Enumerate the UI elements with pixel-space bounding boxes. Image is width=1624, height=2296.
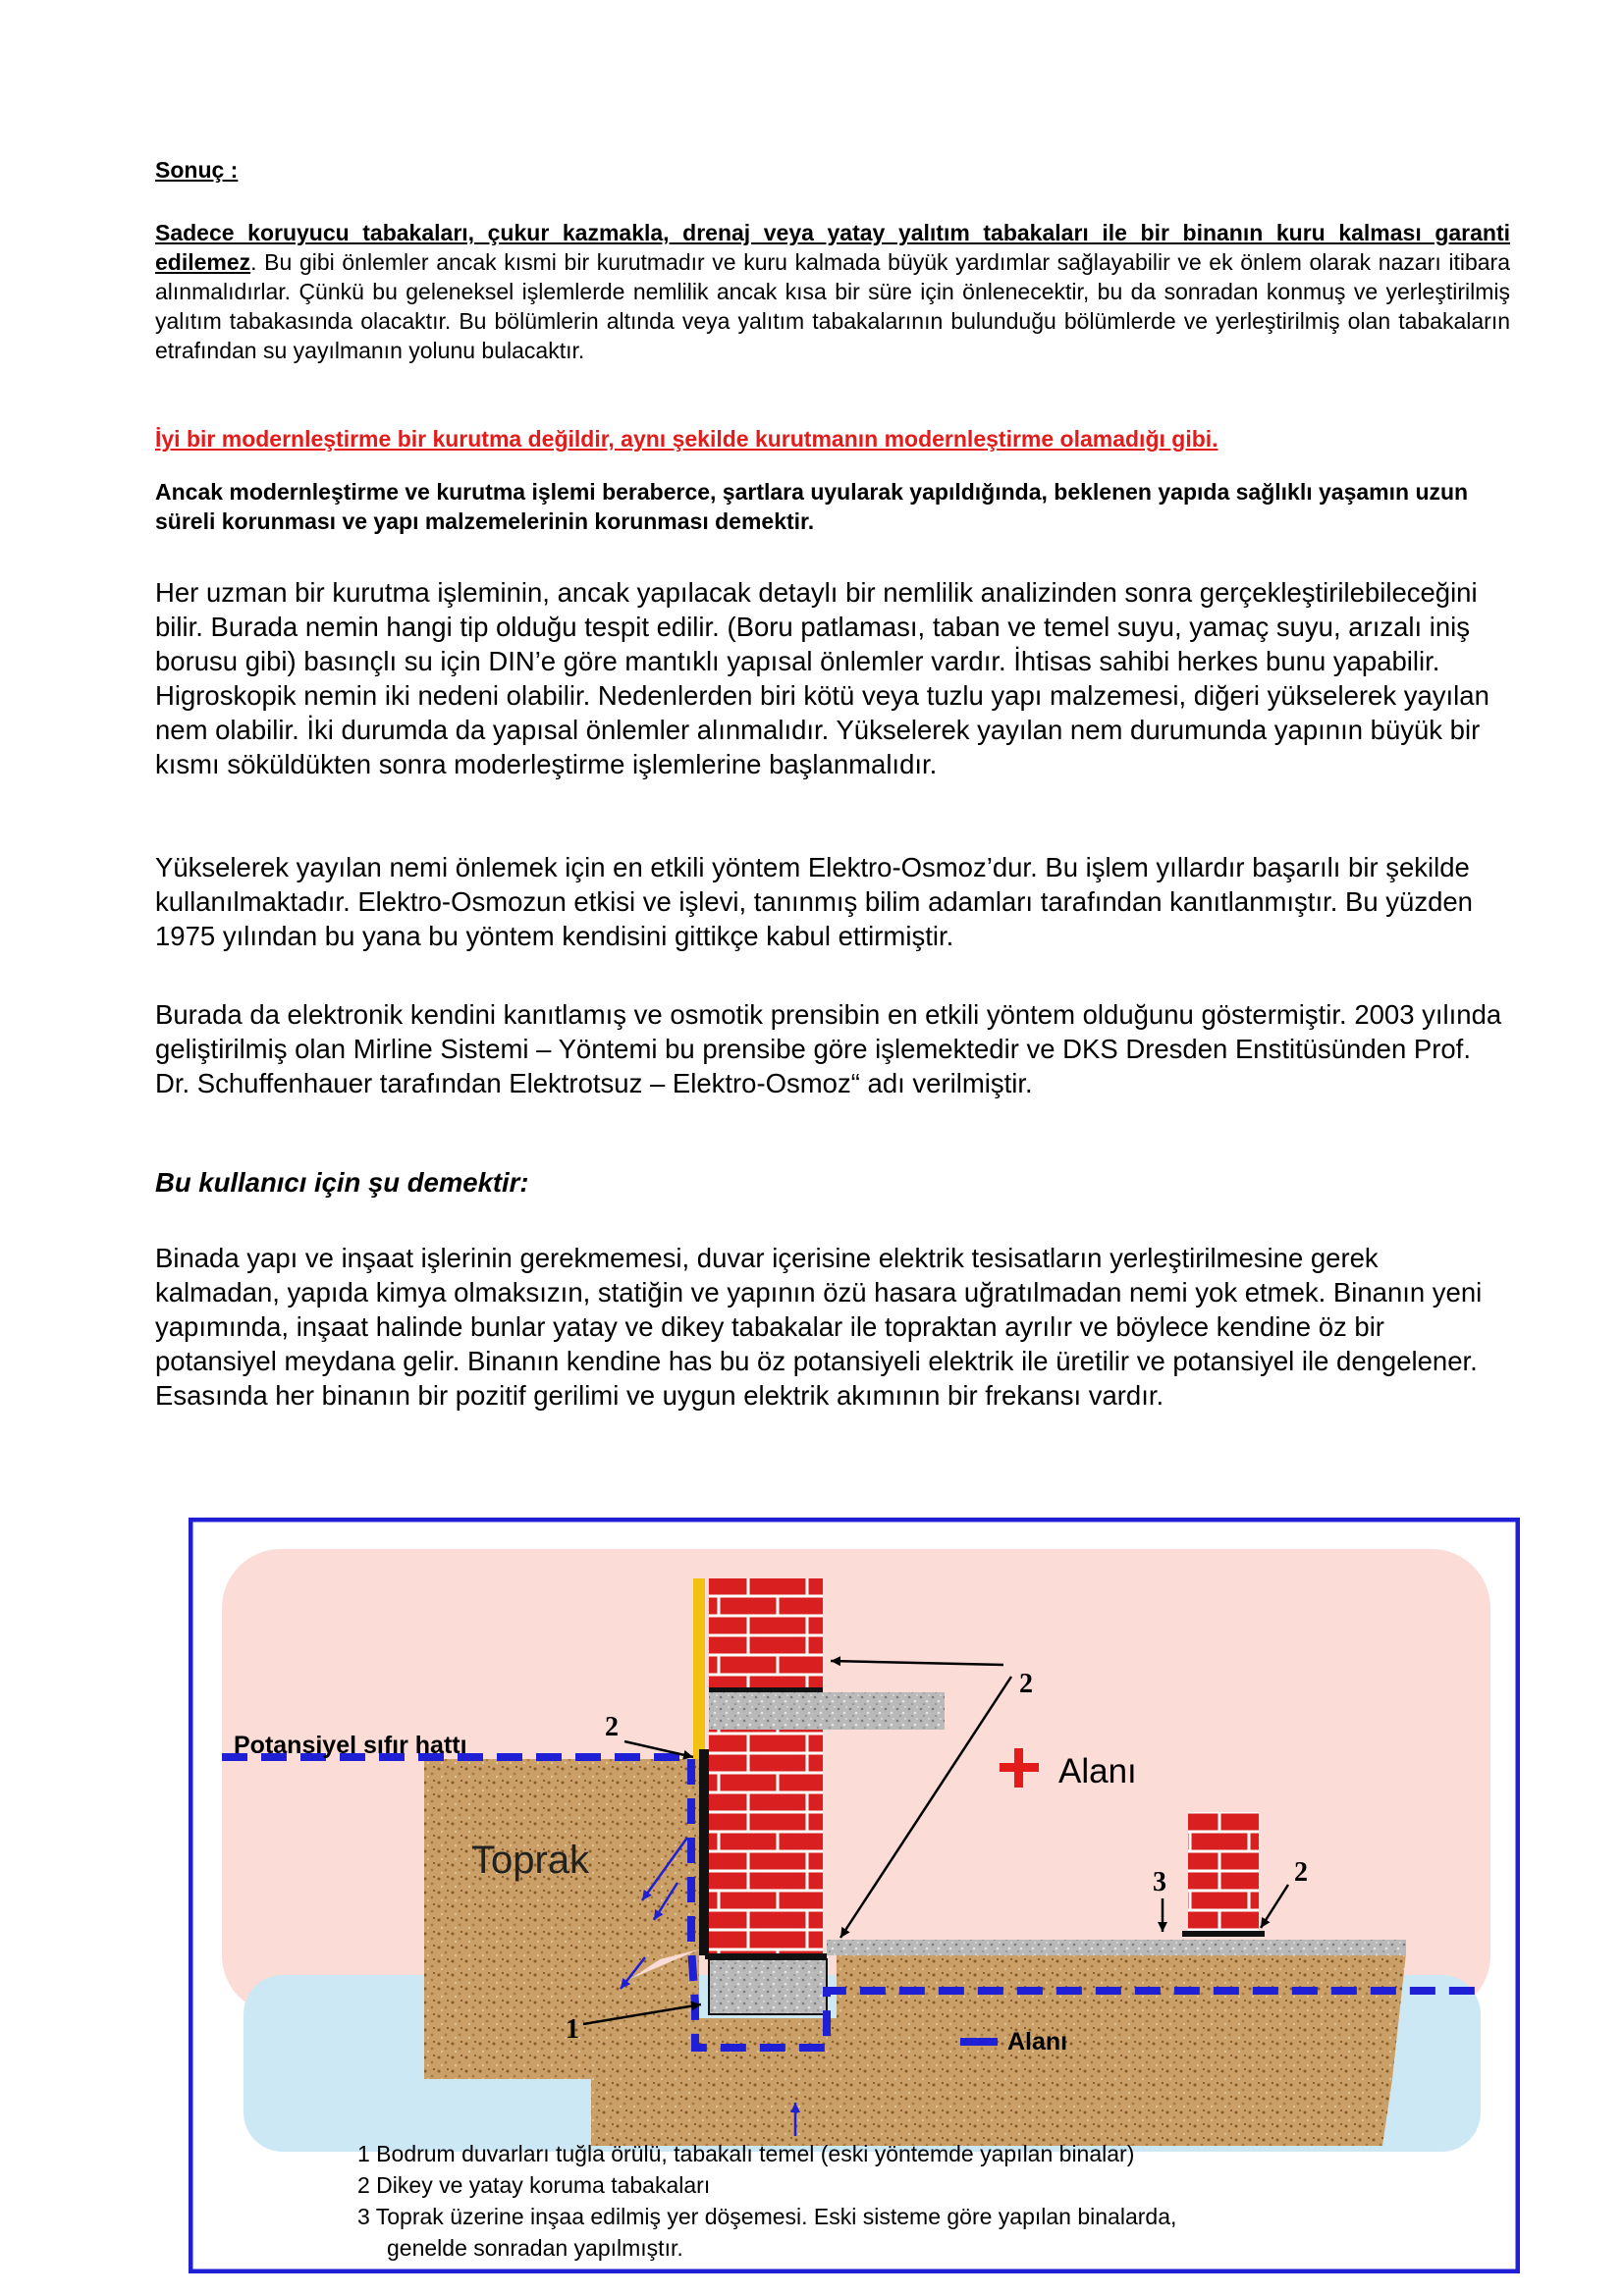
minus-sign [960,2038,998,2046]
foundation-block [709,1959,827,2014]
lower-brick-wall [709,1751,823,1957]
upper-slab [709,1692,945,1730]
callout-1: 1 [566,2014,579,2045]
callout-2c: 2 [1294,1857,1308,1888]
paragraph-1-bold: Sadece koruyucu tabakaları, çukur kazmakla, drenaj veya yatay yalıtım tabakaları ile bir binanın kuru kalması garanti edilemez [155,220,1510,275]
conclusion-heading: Sonuç : [155,157,239,183]
paragraph-4: Burada da elektronik kendini kanıtlamış ve osmotik prensibin en etkili yöntem olduğunu göstermiştir. 2003 yılında geliştirilmiş olan Mirline Sistemi – Yöntemi bu prensibe göre işlemektedir ve DKS Dresden Enstitüsünden Prof. Dr. Schuffenhauer tarafından Elektrotsuz – Elektro-Osmoz“ adı verilmiştir. [155,999,1502,1098]
floor-slab [827,1940,1406,1955]
paragraph-1 [155,218,1510,365]
legend-item-1: 1 Bodrum duvarları tuğla örülü, tabakalı temel (eski yöntemde yapılan binalar) [357,2141,1135,2166]
vertical-protection-layer [699,1749,709,1955]
bold-statement: Ancak modernleştirme ve kurutma işlemi beraberce, şartlara uyularak yapıldığında, beklenen yapıda sağlıklı yaşamın uzun süreli korunması ve yapı malzemelerinin korunması demektir. [155,479,1469,534]
figure-legend [357,2138,1176,2264]
plus-sign-v [1014,1748,1023,1788]
callout-2b: 2 [605,1712,619,1742]
plus-area-label: Alanı [1058,1752,1137,1790]
callout-3: 3 [1153,1867,1166,1897]
paragraph-2: Her uzman bir kurutma işleminin, ancak yapılacak detaylı bir nemlilik analizinden sonra gerçekleştirilebileceğini bilir. Burada nemin hangi tip olduğu tespit edilir. (Boru patlaması, taban ve temel suyu, yamaç suyu, arızalı iniş borusu gibi) basınçlı su için DIN’e göre mantıklı yapısal önlemler vardır. İhtisas sahibi herkes bunu yapabilir. Higroskopik nemin iki nedeni olabilir. Nedenlerden biri kötü veya tuzlu yapı malzemesi, diğeri yükselerek yayılan nem olabilir. İki durumda da yapısal önlemler alınmalıdır. Yükselerek yayılan nem durumunda yapının büyük bir kısmı söküldükten sonra moderleştirme işlemlerine başlanmalıdır. [155,577,1489,779]
zero-line-label: Potansiyel sıfır hattı [234,1732,467,1759]
user-meaning-heading: Bu kullanıcı için şu demektir: [155,1167,529,1198]
red-statement: İyi bir modernleştirme bir kurutma değildir, aynı şekilde kurutmanın modernleştirme olamadığı gibi. [155,426,1218,452]
soil-label: Toprak [471,1839,590,1882]
paragraph-5: Binada yapı ve inşaat işlerinin gerekmemesi, duvar içerisine elektrik tesisatların yerleştirilmesine gerek kalmadan, yapıda kimya olmaksızın, statiğin ve yapının özü hasara uğratılmadan nemi yok etmek. Binanın yeni yapımında, inşaat halinde bunlar yatay ve dikey tabakalar ile topraktan ayrılır ve böylece kendine öz bir potansiyel meydana gelir. Binanın kendine has bu öz potansiyeli elektrik ile üretilir ve potansiyel ile dengelener. Esasında her binanın bir pozitif gerilimi ve uygun elektrik akımının bir frekansı vardır. [155,1243,1483,1411]
small-brick-wall [1188,1812,1259,1934]
callout-2a: 2 [1019,1669,1033,1699]
legend-item-3: 3 Toprak üzerine inşaa edilmiş yer döşemesi. Eski sisteme göre yapılan binalarda, [357,2204,1177,2229]
legend-item-2: 2 Dikey ve yatay koruma tabakaları [357,2172,711,2198]
paragraph-1-rest: . Bu gibi önlemler ancak kısmi bir kurutmadır ve kuru kalmada büyük yardımlar sağlayabilir ve ek önlem olarak nazarı itibara alınmalıdırlar. Çünkü bu geleneksel işlemlerde nemlilik ancak kısa bir süre için önlenecektir, bu da sonradan konmuş ve yerleştirilmiş yalıtım tabakasında olacaktır. Bu bölümlerin altında veya yalıtım tabakalarının bulunduğu bölümlerde ve yerleştirilmiş olan tabakaların etrafından su yayılmanın yolunu bulacaktır. [155,249,1510,363]
small-wall-layer [1182,1931,1265,1937]
paragraph-3: Yükselerek yayılan nemi önlemek için en etkili yöntem Elektro-Osmoz’dur. Bu işlem yıllardır başarılı bir şekilde kullanılmaktadır. Elektro-Osmozun etkisi ve işlevi, tanınmış bilim adamları tarafından kanıtlanmıştır. Bu yüzden 1975 yılından bu yana bu yöntem kendisini gittikçe kabul ettirmiştir. [155,852,1473,951]
legend-item-3-cont: genelde sonradan yapılmıştır. [387,2235,683,2261]
minus-area-label: Alanı [1007,2028,1068,2056]
yellow-strip [693,1578,705,1759]
